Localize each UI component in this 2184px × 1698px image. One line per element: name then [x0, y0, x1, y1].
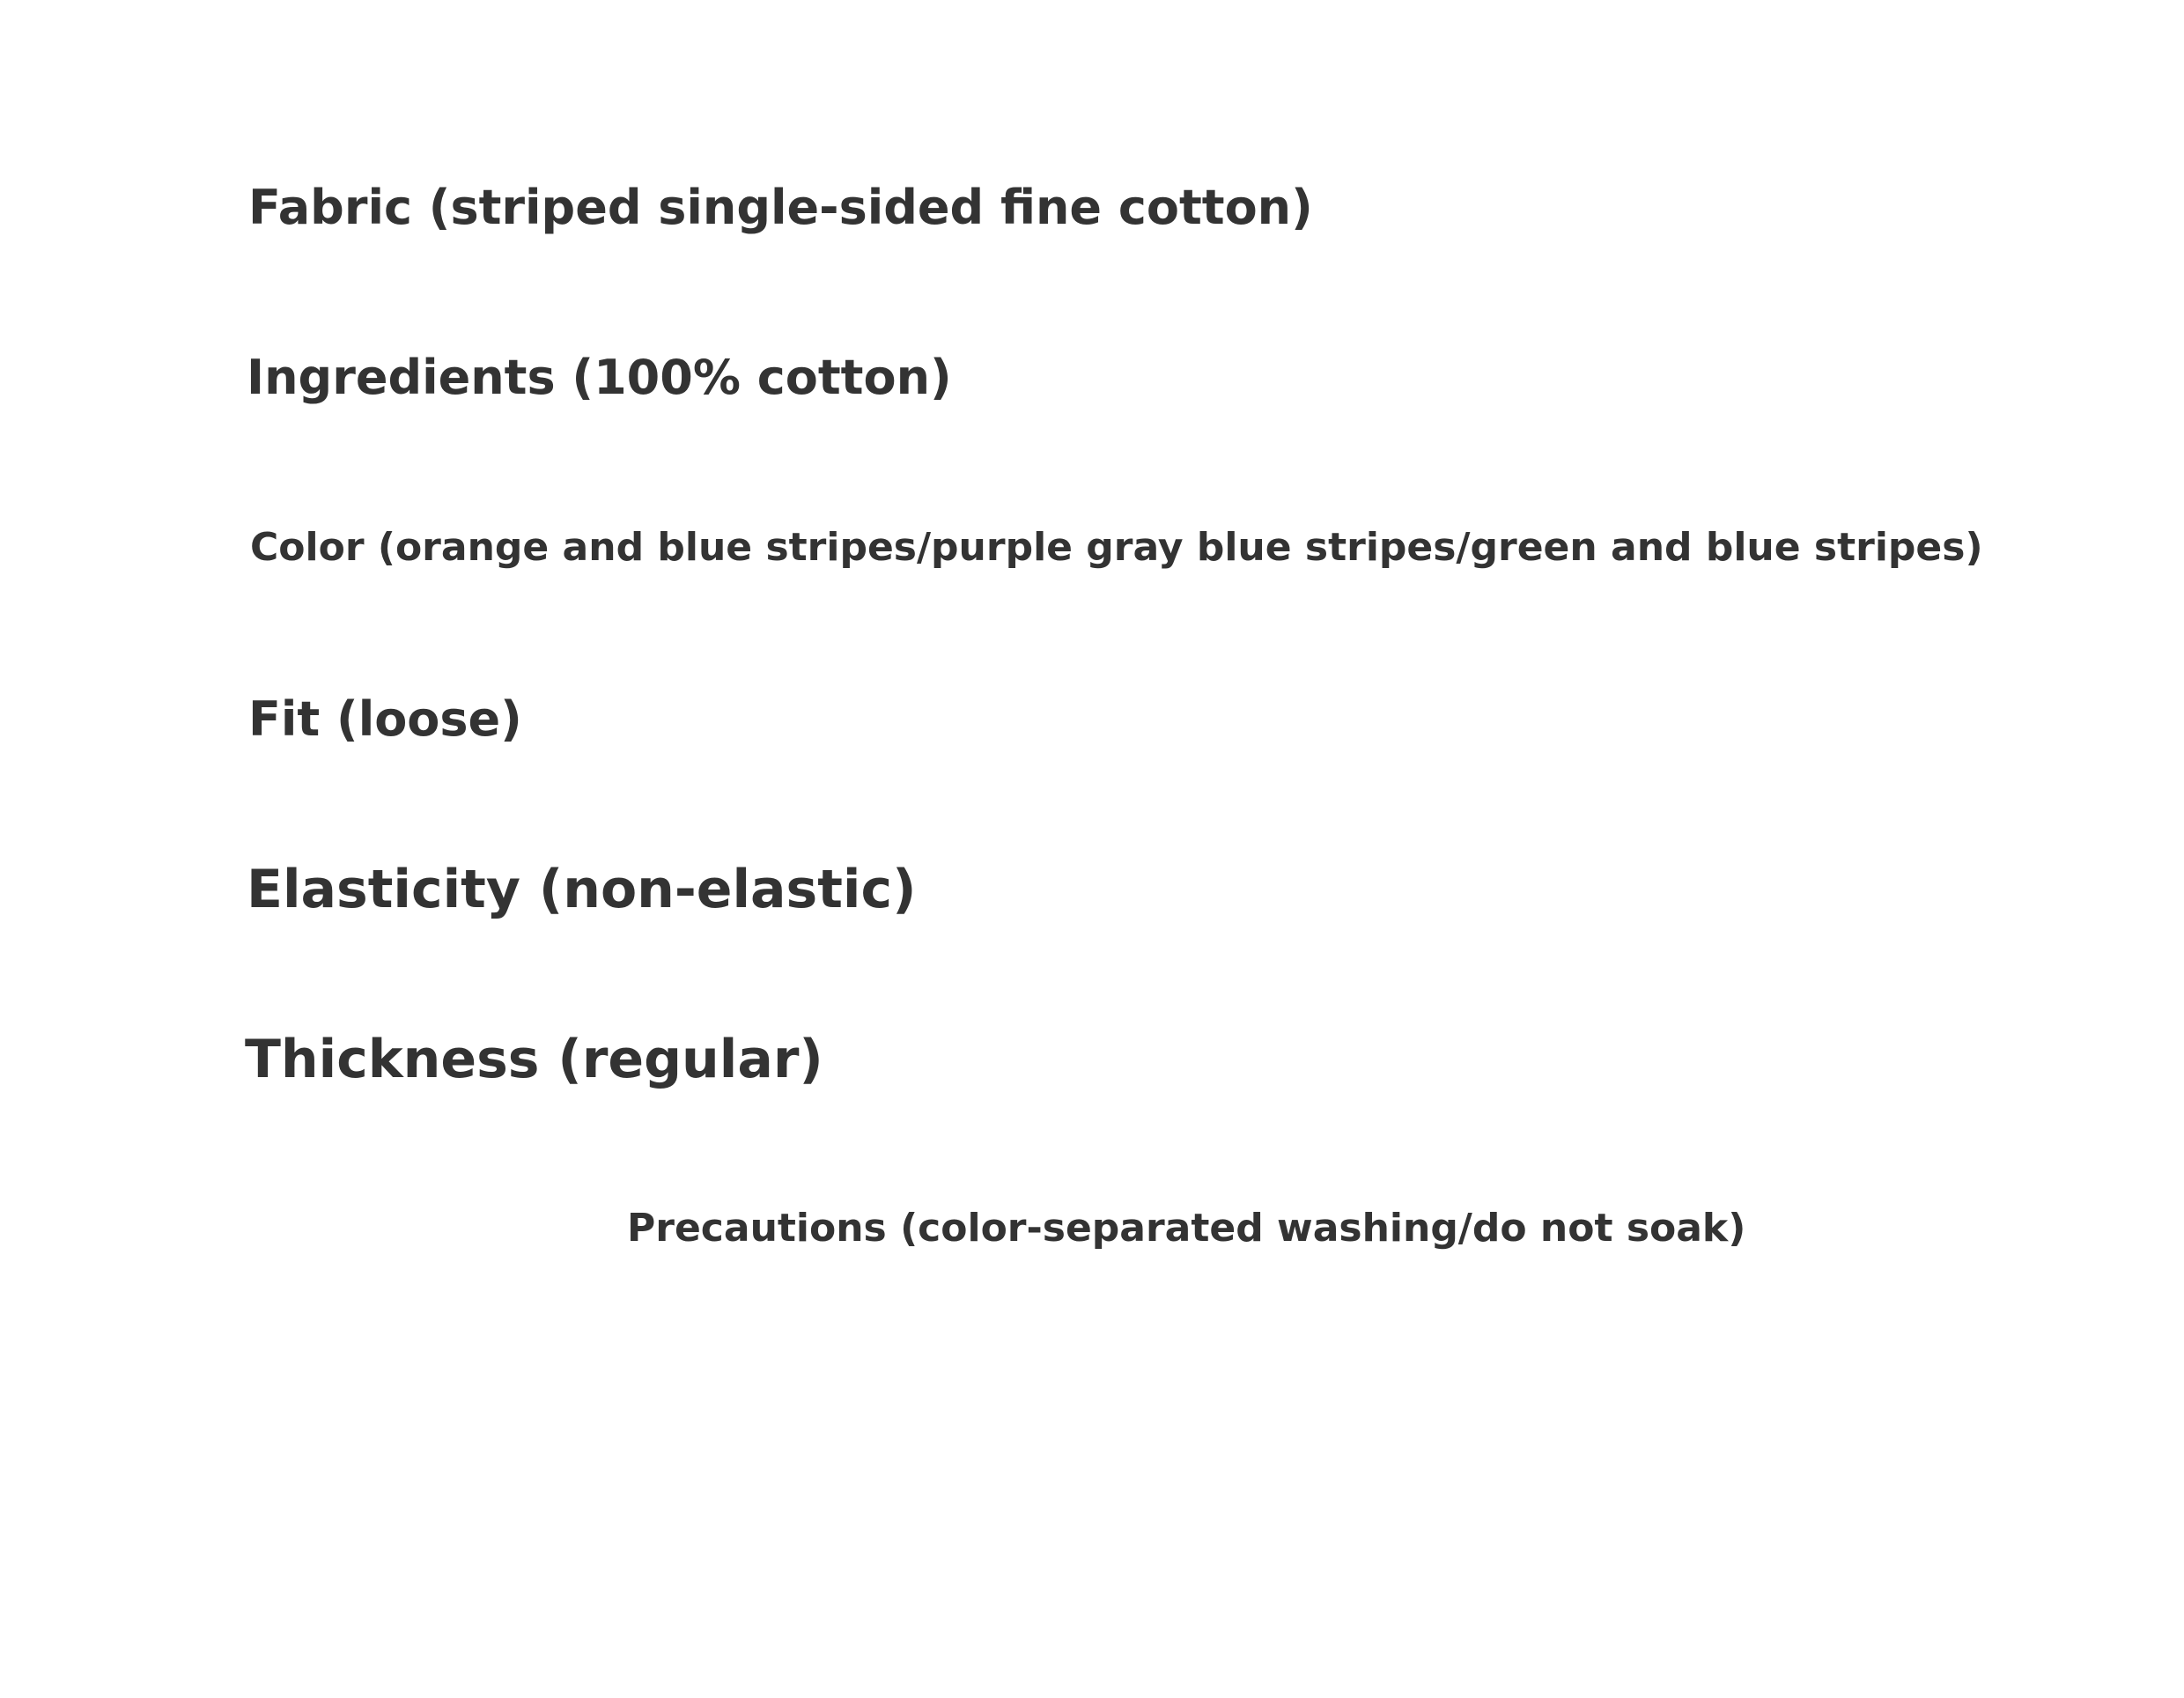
thickness-spec: Thickness (regular) [245, 1029, 823, 1090]
fabric-spec: Fabric (striped single-sided fine cotton) [248, 180, 1313, 235]
elasticity-spec: Elasticity (non-elastic) [247, 859, 917, 920]
precautions-spec: Precautions (color-separated washing/do not soak) [627, 1206, 1746, 1251]
color-spec: Color (orange and blue stripes/purple gray blue stripes/green and blue stripes) [250, 525, 1983, 570]
fit-spec: Fit (loose) [248, 691, 522, 747]
ingredients-spec: Ingredients (100% cotton) [247, 350, 952, 405]
